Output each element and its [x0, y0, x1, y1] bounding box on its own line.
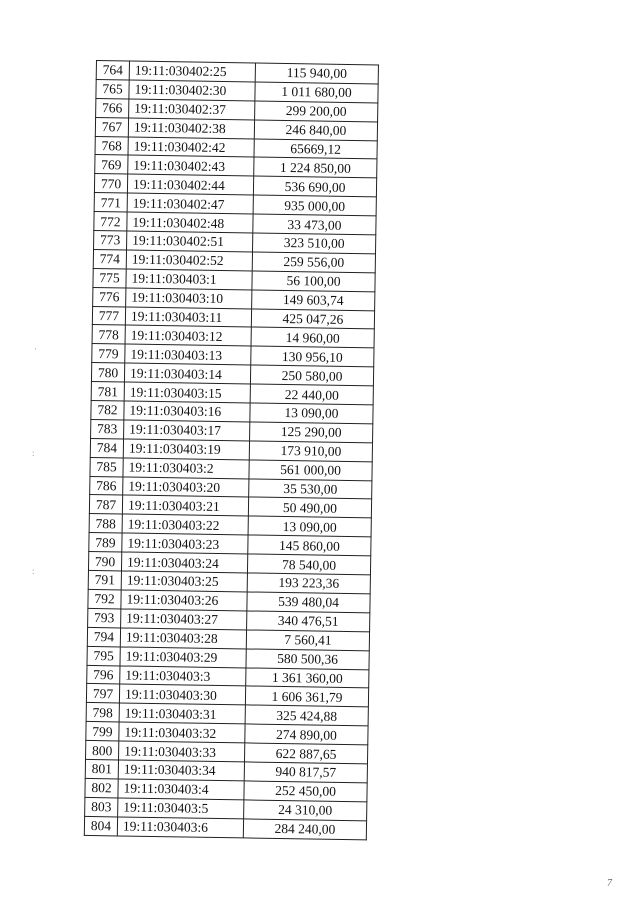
row-number: 769	[95, 155, 128, 174]
row-number: 765	[96, 79, 129, 98]
cadastral-number: 19:11:030403:11	[125, 307, 251, 328]
cadastral-number: 19:11:030403:4	[118, 779, 244, 800]
cadastral-number: 19:11:030403:29	[120, 647, 246, 668]
cadastral-number: 19:11:030402:44	[127, 174, 253, 195]
cadastral-number: 19:11:030403:2	[123, 458, 249, 479]
cadastral-number: 19:11:030402:43	[128, 155, 254, 176]
cadastral-value: 7 560,41	[246, 630, 369, 651]
row-number: 796	[87, 665, 120, 684]
row-number: 786	[90, 476, 123, 495]
table-body	[84, 61, 378, 840]
row-number: 771	[94, 193, 127, 212]
cadastral-number: 19:11:030403:19	[123, 439, 249, 460]
row-number: 781	[91, 382, 124, 401]
cadastral-number: 19:11:030403:5	[118, 798, 244, 819]
cadastral-value: 1 361 360,00	[246, 667, 369, 688]
cadastral-number: 19:11:030402:51	[127, 231, 253, 252]
cadastral-number: 19:11:030403:28	[120, 628, 246, 649]
cadastral-value: 149 603,74	[252, 290, 375, 311]
cadastral-value: 246 840,00	[254, 120, 377, 141]
cadastral-value: 252 450,00	[244, 781, 367, 802]
cadastral-value: 561 000,00	[249, 460, 372, 481]
cadastral-number: 19:11:030403:17	[124, 420, 250, 441]
cadastral-value-table	[84, 60, 379, 840]
cadastral-number: 19:11:030403:1	[126, 269, 252, 290]
row-number: 780	[91, 363, 124, 382]
cadastral-number: 19:11:030402:48	[127, 212, 253, 233]
cadastral-number: 19:11:030403:16	[124, 401, 250, 422]
row-number: 792	[88, 589, 121, 608]
row-number: 787	[89, 495, 122, 514]
cadastral-number: 19:11:030403:6	[117, 817, 243, 838]
cadastral-number: 19:11:030402:47	[127, 193, 253, 214]
row-number: 764	[96, 61, 129, 80]
cadastral-number: 19:11:030403:26	[121, 590, 247, 611]
cadastral-value: 35 530,00	[249, 479, 372, 500]
cadastral-value: 1 606 361,79	[245, 686, 368, 707]
row-number: 773	[94, 231, 127, 250]
row-number: 793	[88, 608, 121, 627]
cadastral-number: 19:11:030403:30	[119, 684, 245, 705]
cadastral-value: 14 960,00	[251, 327, 374, 348]
cadastral-number: 19:11:030403:12	[125, 325, 251, 346]
cadastral-value: 1 224 850,00	[254, 157, 377, 178]
cadastral-value: 130 956,10	[251, 346, 374, 367]
cadastral-value: 145 860,00	[248, 535, 371, 556]
cadastral-number: 19:11:030403:20	[123, 477, 249, 498]
cadastral-number: 19:11:030403:13	[125, 344, 251, 365]
cadastral-number: 19:11:030402:52	[126, 250, 252, 271]
cadastral-value: 78 540,00	[247, 554, 370, 575]
cadastral-value: 125 290,00	[250, 422, 373, 443]
cadastral-value: 940 817,57	[244, 762, 367, 783]
cadastral-value: 539 480,04	[247, 592, 370, 613]
cadastral-value: 299 200,00	[255, 101, 378, 122]
cadastral-value: 13 090,00	[250, 403, 373, 424]
row-number: 770	[94, 174, 127, 193]
row-number: 767	[95, 117, 128, 136]
row-number: 798	[86, 703, 119, 722]
cadastral-value: 24 310,00	[244, 800, 367, 821]
row-number: 804	[84, 816, 117, 835]
row-number: 772	[94, 212, 127, 231]
row-number: 777	[92, 306, 125, 325]
margin-dot-2: :	[32, 448, 35, 458]
cadastral-number: 19:11:030403:31	[119, 703, 245, 724]
row-number: 799	[86, 722, 119, 741]
cadastral-number: 19:11:030403:23	[122, 533, 248, 554]
page-number-scribble: 7	[607, 878, 612, 889]
cadastral-value: 274 890,00	[245, 724, 368, 745]
row-number: 790	[88, 552, 121, 571]
cadastral-number: 19:11:030402:42	[128, 137, 254, 158]
row-number: 783	[91, 419, 124, 438]
row-number: 800	[86, 740, 119, 759]
cadastral-number: 19:11:030402:30	[129, 80, 255, 101]
row-number: 784	[90, 438, 123, 457]
row-number: 803	[85, 797, 118, 816]
cadastral-number: 19:11:030402:38	[128, 118, 254, 139]
row-number: 789	[89, 533, 122, 552]
cadastral-number: 19:11:030403:33	[119, 741, 245, 762]
cadastral-number: 19:11:030403:14	[124, 363, 250, 384]
cadastral-value: 323 510,00	[253, 233, 376, 254]
row-number: 794	[87, 627, 120, 646]
row-number: 779	[92, 344, 125, 363]
row-number: 782	[91, 400, 124, 419]
cadastral-value: 115 940,00	[255, 63, 378, 84]
row-number: 788	[89, 514, 122, 533]
cadastral-number: 19:11:030402:25	[129, 61, 255, 82]
cadastral-value: 580 500,36	[246, 649, 369, 670]
cadastral-number: 19:11:030403:15	[124, 382, 250, 403]
cadastral-number: 19:11:030403:34	[118, 760, 244, 781]
cadastral-value: 56 100,00	[252, 271, 375, 292]
cadastral-value: 284 240,00	[243, 819, 366, 840]
cadastral-value: 425 047,26	[251, 309, 374, 330]
cadastral-number: 19:11:030403:22	[122, 514, 248, 535]
table-row	[84, 816, 366, 839]
cadastral-number: 19:11:030403:25	[121, 571, 247, 592]
cadastral-value: 65669,12	[254, 139, 377, 160]
margin-dot-1: ·	[34, 344, 37, 354]
cadastral-value: 259 556,00	[252, 252, 375, 273]
cadastral-value: 325 424,88	[245, 705, 368, 726]
cadastral-value: 536 690,00	[253, 176, 376, 197]
cadastral-value: 193 223,36	[247, 573, 370, 594]
row-number: 778	[92, 325, 125, 344]
row-number: 776	[93, 287, 126, 306]
row-number: 797	[86, 684, 119, 703]
cadastral-number: 19:11:030403:21	[122, 495, 248, 516]
cadastral-value: 50 490,00	[248, 497, 371, 518]
cadastral-value: 1 011 680,00	[255, 82, 378, 103]
cadastral-value: 935 000,00	[253, 195, 376, 216]
row-number: 795	[87, 646, 120, 665]
row-number: 768	[95, 136, 128, 155]
cadastral-value: 250 580,00	[250, 365, 373, 386]
margin-dot-3: :	[32, 566, 35, 576]
row-number: 791	[88, 570, 121, 589]
row-number: 774	[93, 249, 126, 268]
cadastral-number: 19:11:030402:37	[129, 99, 255, 120]
cadastral-value: 33 473,00	[253, 214, 376, 235]
cadastral-number: 19:11:030403:32	[119, 722, 245, 743]
cadastral-value: 622 887,65	[244, 743, 367, 764]
row-number: 802	[85, 778, 118, 797]
row-number: 801	[85, 759, 118, 778]
cadastral-number: 19:11:030403:3	[120, 665, 246, 686]
cadastral-value: 22 440,00	[250, 384, 373, 405]
cadastral-number: 19:11:030403:10	[126, 288, 252, 309]
cadastral-number: 19:11:030403:24	[121, 552, 247, 573]
row-number: 775	[93, 268, 126, 287]
cadastral-value: 13 090,00	[248, 516, 371, 537]
cadastral-value: 340 476,51	[247, 611, 370, 632]
cadastral-value: 173 910,00	[249, 441, 372, 462]
cadastral-number: 19:11:030403:27	[121, 609, 247, 630]
row-number: 785	[90, 457, 123, 476]
row-number: 766	[96, 98, 129, 117]
